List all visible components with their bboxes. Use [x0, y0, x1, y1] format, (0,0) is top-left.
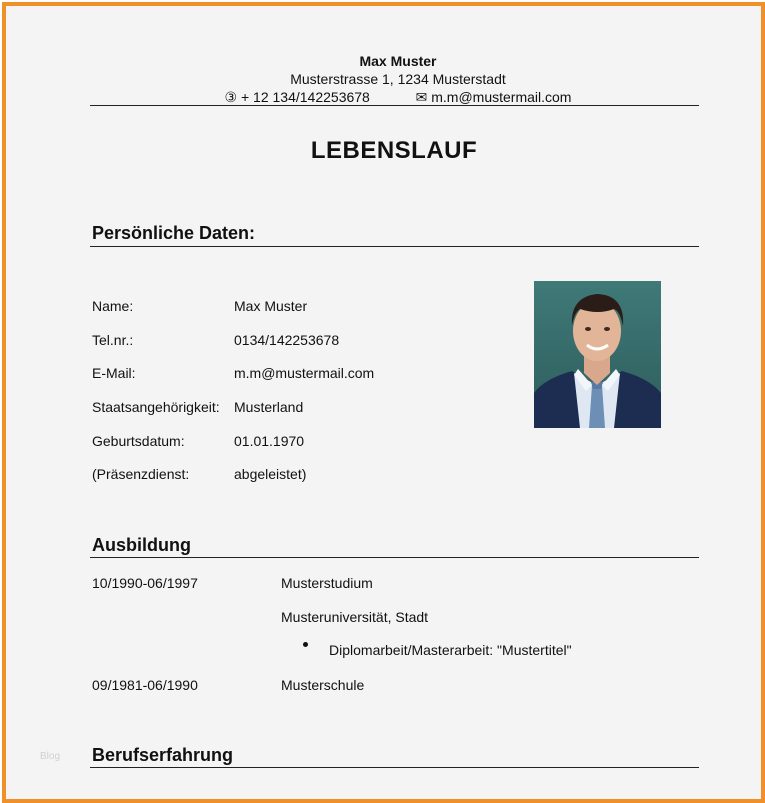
- portrait-photo: [534, 281, 661, 428]
- label-email: E-Mail:: [92, 365, 136, 381]
- mail-icon: ✉: [415, 89, 428, 105]
- section-divider-experience: [90, 767, 699, 768]
- phone-icon: ③: [224, 89, 238, 105]
- section-heading-education: Ausbildung: [92, 535, 191, 555]
- header-email: m.m@mustermail.com: [431, 89, 572, 105]
- label-service: (Präsenzdienst:: [92, 466, 190, 482]
- section-divider-education: [90, 557, 699, 558]
- education-institution-1: Musteruniversität, Stadt: [281, 609, 429, 625]
- section-heading-experience: Berufserfahrung: [92, 745, 234, 765]
- header-phone: + 12 134/142253678: [240, 89, 370, 105]
- education-period-1: 10/1990-06/1997: [92, 575, 198, 591]
- section-divider-personal: [90, 246, 699, 247]
- letterhead: [6, 52, 765, 106]
- education-degree-2: Musterschule: [281, 677, 365, 693]
- header-divider: [90, 105, 699, 106]
- section-heading-personal: Persönliche Daten:: [92, 223, 256, 243]
- cv-page: [6, 6, 761, 799]
- education-thesis-1: Diplomarbeit/Masterarbeit: "Mustertitel": [329, 642, 572, 658]
- education-period-2: 09/1981-06/1990: [92, 677, 198, 693]
- label-phone: Tel.nr.:: [92, 332, 134, 348]
- value-name: Max Muster: [234, 298, 308, 314]
- value-phone: 0134/142253678: [234, 332, 340, 348]
- header-name: Max Muster: [359, 53, 437, 69]
- label-birthdate: Geburtsdatum:: [92, 433, 185, 449]
- header-contact: [6, 88, 765, 106]
- education-degree-1: Musterstudium: [281, 575, 373, 591]
- document-frame: [2, 2, 765, 803]
- value-nationality: Musterland: [234, 399, 304, 415]
- watermark-text: Blog: [40, 751, 61, 762]
- label-name: Name:: [92, 298, 134, 314]
- header-address: Musterstrasse 1, 1234 Musterstadt: [290, 71, 506, 87]
- bullet-point: [303, 642, 308, 647]
- value-birthdate: 01.01.1970: [234, 433, 305, 449]
- value-service: abgeleistet): [234, 466, 307, 482]
- value-email: m.m@mustermail.com: [234, 365, 375, 381]
- document-title: LEBENSLAUF: [310, 137, 478, 164]
- label-nationality: Staatsangehörigkeit:: [92, 399, 220, 415]
